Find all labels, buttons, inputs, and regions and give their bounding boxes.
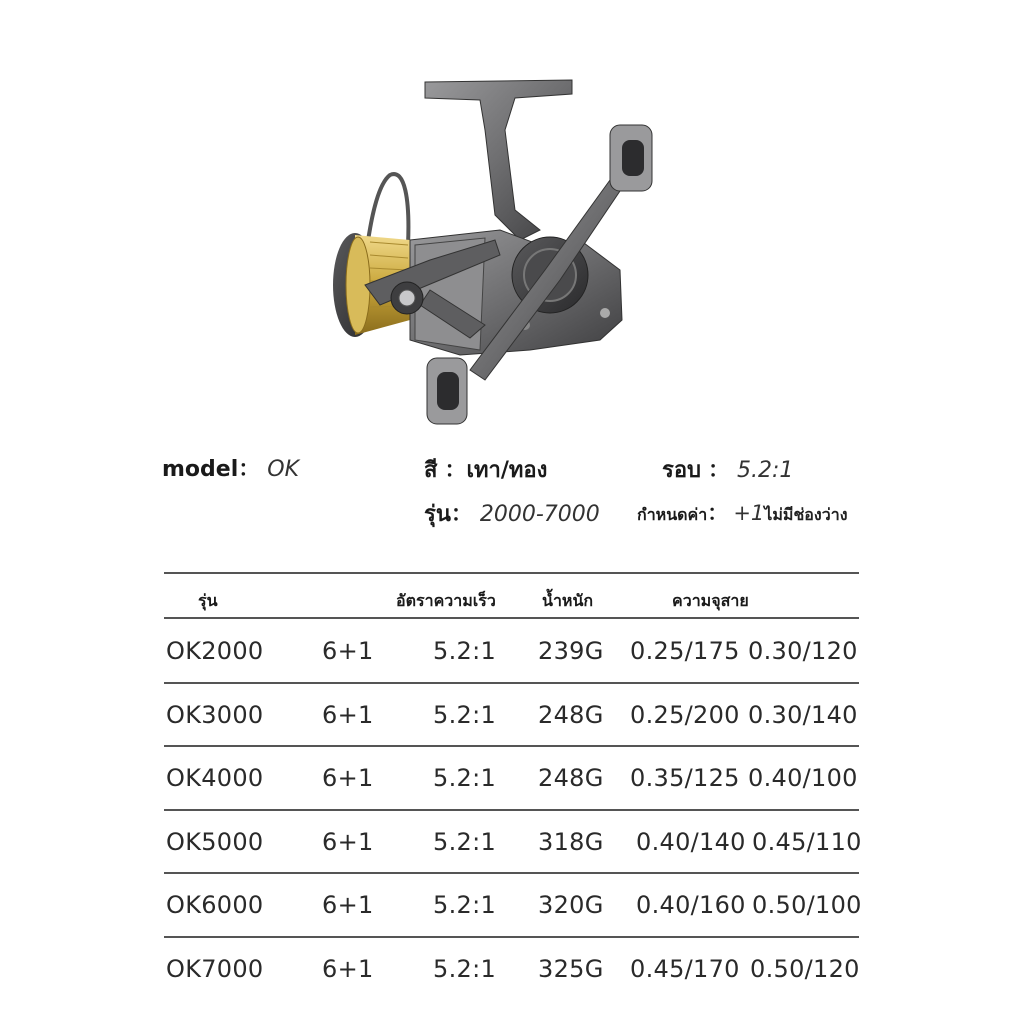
- fishing-reel-image: [310, 70, 670, 440]
- table-top-rule: [164, 572, 859, 574]
- cell-bearings: 6+1: [322, 828, 374, 856]
- table-row: [164, 810, 862, 873]
- table-row: [164, 619, 859, 682]
- separator: ：: [707, 501, 729, 525]
- spec-ratio: [662, 452, 793, 487]
- cell-capacity-a: 0.25/200: [630, 701, 740, 729]
- cell-ratio: 5.2:1: [433, 828, 497, 856]
- header-gear-ratio: อัตราความเร็ว: [396, 591, 496, 610]
- table-row: [164, 937, 859, 1000]
- cell-capacity-a: 0.40/160: [636, 891, 746, 919]
- cell-weight: 318G: [538, 828, 604, 856]
- cell-model: OK4000: [166, 764, 264, 792]
- spec-option: [637, 497, 848, 528]
- cell-ratio: 5.2:1: [433, 891, 497, 919]
- cell-weight: 239G: [538, 637, 604, 665]
- cell-capacity-b: 0.40/100: [748, 764, 858, 792]
- cell-model: OK5000: [166, 828, 264, 856]
- cell-capacity-b: 0.50/100: [752, 891, 862, 919]
- cell-capacity-b: 0.45/110: [752, 828, 862, 856]
- separator: ：: [444, 458, 467, 483]
- size-label: รุ่น: [424, 502, 451, 527]
- cell-model: OK6000: [166, 891, 264, 919]
- header-model: รุ่น: [198, 591, 218, 610]
- table-row: [164, 746, 859, 809]
- cell-bearings: 6+1: [322, 955, 374, 983]
- table-row: [164, 683, 859, 746]
- cell-ratio: 5.2:1: [433, 701, 497, 729]
- cell-weight: 325G: [538, 955, 604, 983]
- cell-weight: 320G: [538, 891, 604, 919]
- option-label: กำหนดค่า: [637, 505, 708, 524]
- separator: ：: [708, 458, 731, 483]
- cell-bearings: 6+1: [322, 764, 374, 792]
- cell-capacity-b: 0.50/120: [750, 955, 860, 983]
- spec-size: [424, 496, 600, 531]
- ratio-label: รอบ: [662, 458, 701, 483]
- ratio-value: 5.2:1: [737, 458, 794, 483]
- cell-bearings: 6+1: [322, 637, 374, 665]
- cell-bearings: 6+1: [322, 891, 374, 919]
- option-value: +1: [733, 501, 765, 525]
- color-value: เทา/ทอง: [466, 458, 548, 483]
- size-value: 2000-7000: [479, 502, 600, 527]
- model-label: model: [162, 457, 239, 482]
- cell-weight: 248G: [538, 764, 604, 792]
- spec-model: [162, 452, 299, 483]
- table-row: [164, 873, 862, 936]
- cell-ratio: 5.2:1: [433, 764, 497, 792]
- cell-model: OK2000: [166, 637, 264, 665]
- model-value: OK: [267, 457, 300, 482]
- cell-model: OK3000: [166, 701, 264, 729]
- cell-capacity-b: 0.30/120: [748, 637, 858, 665]
- cell-capacity-a: 0.45/170: [630, 955, 740, 983]
- separator: ：: [450, 502, 473, 527]
- color-label: สี: [424, 458, 438, 483]
- cell-model: OK7000: [166, 955, 264, 983]
- separator: ：: [238, 457, 261, 482]
- cell-capacity-a: 0.40/140: [636, 828, 746, 856]
- cell-weight: 248G: [538, 701, 604, 729]
- cell-ratio: 5.2:1: [433, 637, 497, 665]
- option-note: ไม่มีช่องว่าง: [764, 505, 848, 524]
- spec-color: [424, 452, 547, 487]
- header-weight: น้ำหนัก: [542, 591, 594, 610]
- cell-capacity-a: 0.35/125: [630, 764, 740, 792]
- cell-capacity-a: 0.25/175: [630, 637, 740, 665]
- cell-capacity-b: 0.30/140: [748, 701, 858, 729]
- cell-ratio: 5.2:1: [433, 955, 497, 983]
- cell-bearings: 6+1: [322, 701, 374, 729]
- header-line-capacity: ความจุสาย: [672, 591, 749, 610]
